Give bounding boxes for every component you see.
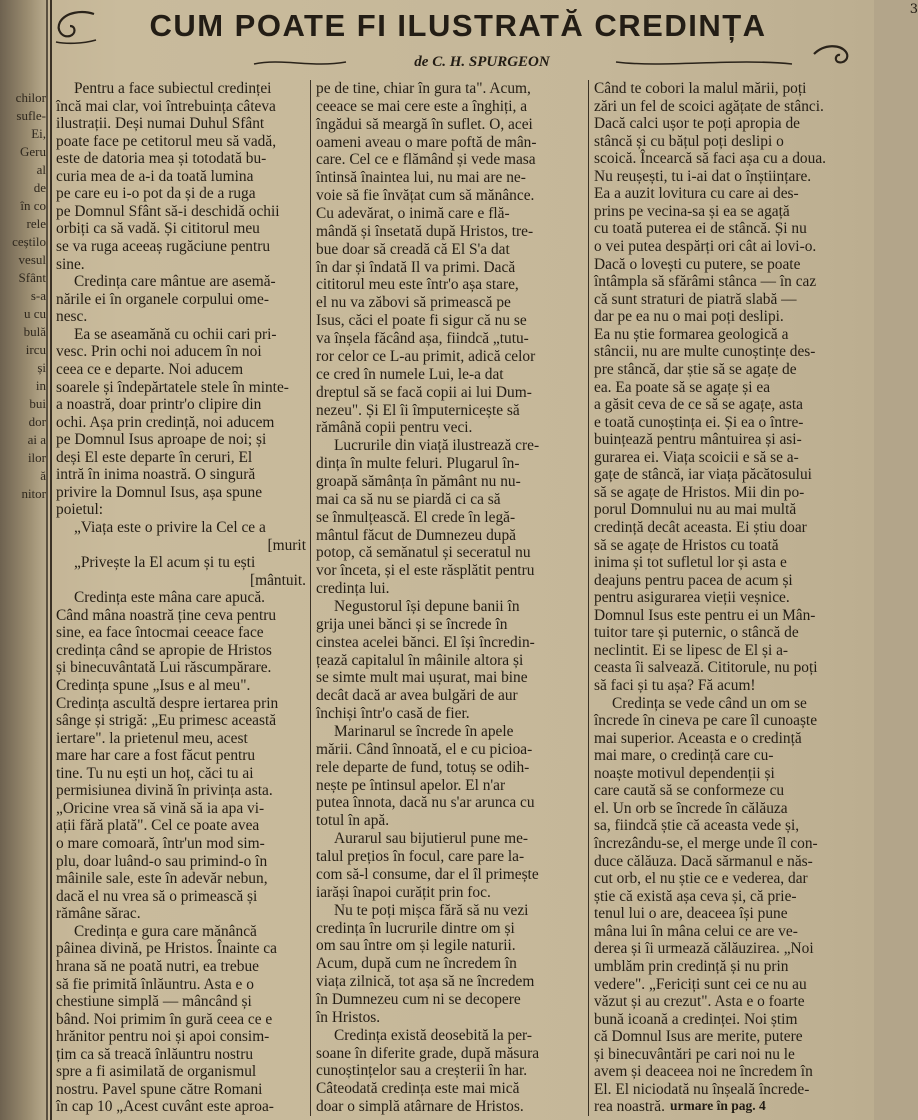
text-line: să se agațe de Hristos. Mii din po- (594, 483, 805, 501)
continuation-note: urmare în pag. 4 (670, 1098, 766, 1113)
text-line: Când te cobori la malul mării, poți (594, 80, 807, 97)
text-line: curia mea de a-i da toată lumina (56, 167, 254, 185)
text-line: mai mare, o credință care cu- (594, 747, 774, 765)
text-line: și binecuvântări pe cari noi nu le (594, 1045, 795, 1063)
text-line: noaște motivul dependenții și (594, 764, 775, 782)
text-line: să faci și tu așa? Fă acum! (594, 677, 756, 695)
text-line: plu, doar luând-o sau primind-o în (56, 852, 268, 870)
margin-fragment-line: vesul (18, 252, 46, 267)
text-line: Acum, după cum ne încredem în (316, 955, 517, 973)
text-line: stâncii, nu are multe cunoștințe des- (594, 343, 816, 361)
text-line: nările ei în organele corpului ome- (56, 290, 269, 308)
margin-fragment-line: și (37, 360, 46, 375)
text-line: o vei putea despărți ori cât ai lovi-o. (594, 238, 817, 256)
text-line: ror celor ce L-au primit, adică celor (316, 347, 536, 365)
text-line: Dacă calci ușor te poți apropia de (594, 115, 800, 133)
margin-fragment-line: chilor (15, 90, 46, 105)
text-line: Marinarul se încrede în apele (334, 723, 514, 741)
text-line: putea înnota, dacă nu s'ar arunca cu (316, 794, 535, 812)
margin-fragment-line: în co (20, 198, 46, 213)
margin-fragment-line: bulă (23, 324, 46, 339)
text-line: să se agațe de Hristos cu toată (594, 536, 779, 554)
text-line: închiși într'o casă de fier. (316, 705, 470, 723)
text-line: credința când se apropie de Hristos (56, 641, 272, 659)
text-line: deajuns pentru pacea de acum și (594, 571, 793, 589)
text-line: sine. (56, 255, 85, 273)
text-line: îngădui să meargă în suflet. O, acei (316, 115, 533, 133)
text-line: cut orb, el nu știe ce e vederea, dar (594, 870, 808, 888)
right-flourish-ornament (812, 40, 852, 70)
text-line: privire la Domnul Isus, așa spune (56, 483, 263, 501)
text-line: Lucrurile din viață ilustrează cre- (334, 437, 540, 455)
text-line: Aurarul sau bijutierul pune me- (334, 830, 529, 848)
text-line: a găsit ceva de ce să se agațe, asta (594, 396, 803, 414)
text-line: e toată cunoștința ei. Și ea o între- (594, 413, 804, 431)
text-line: mai superior. Aceasta e o credință (594, 729, 802, 747)
text-line: totul în apă. (316, 812, 390, 830)
text-line: vor înceta, și el este răsplătit pentru (316, 562, 535, 580)
text-line: iarăși înapoi curățit prin foc. (316, 883, 491, 901)
text-line: sa, fiindcă știe că aceasta vede și, (594, 817, 800, 835)
text-line: ce cred în numele Lui, le-a dat (316, 365, 504, 383)
text-line: care. Cel ce e flămând și vede masa (316, 151, 536, 169)
text-line: nezeu". Și El îi împuternicește să (316, 401, 520, 419)
text-line: viața zilnică, tot așa să ne încredem (316, 973, 535, 991)
text-line: vedere". „Fericiți sunt cei ce nu au (594, 975, 807, 993)
text-line: Câteodată credința este mai mică (316, 1080, 520, 1098)
text-line: poate face pe cetitorul meu să vadă, (56, 132, 277, 150)
text-line: iertare". la prietenul meu, acest (56, 729, 248, 747)
text-line: se simte mult mai ușurat, mai bine (316, 669, 528, 687)
margin-fragment-line: ă (40, 468, 46, 483)
text-line: porul Domnului nu au mai multă (594, 501, 797, 519)
text-line: com să-l consume, dar el îl primește (316, 865, 539, 883)
text-line: scoică. Încearcă să faci așa cu a doua. (594, 150, 826, 168)
text-line: că Domnul Isus are merite, putere (594, 1028, 803, 1046)
text-line: stâncă și cu bățul poți deslipi o (594, 132, 784, 150)
text-line: el. Un orb se încrede în călăuza (594, 799, 788, 817)
text-line: ceea ce e departe. Noi aducem (56, 360, 244, 378)
text-line: spre a fi asimilată de organismul (56, 1063, 257, 1081)
text-line: că sunt straturi de piatră slabă — (594, 290, 797, 308)
text-line: pâinea divină, pe Hristos. Înainte ca (56, 940, 277, 958)
margin-fragment-line: ilor (27, 450, 46, 465)
text-line: Nu reușești, tu i-ai dat o înștiințare. (594, 167, 812, 185)
text-line: a noastră, doar printr'o clipire din (56, 396, 262, 414)
text-line: tenul lui o are, deaceea își pune (594, 905, 788, 923)
text-line: voie să fie învățat cum să mănânce. (316, 187, 535, 205)
text-line: „Viața este o privire la Cel ce a (74, 518, 266, 536)
text-line: rămâne sărac. (56, 905, 141, 923)
text-line: Credința există deosebită la per- (334, 1026, 532, 1044)
text-line: țează capitalul în mâinile altora și (316, 651, 524, 669)
text-line: întâmpla să sfărâmi stânca — în caz (594, 273, 817, 291)
text-line: decât dacă ar avea bulgări de aur (316, 687, 518, 705)
text-line: mândă și însetată după Hristos, tre- (316, 222, 534, 240)
text-line: zări un fel de scoici agățate de stânci. (594, 97, 824, 115)
text-line: „Privește la El acum și tu ești (74, 554, 256, 572)
text-line: duce călăuza. Dacă sărmanul e năs- (594, 852, 813, 870)
text-line: Credința se vede când un om se (612, 694, 807, 712)
text-line: dința în multe feluri. Plugarul în- (316, 455, 520, 473)
text-line: pe Domnul Sfânt să-i deschidă ochii (56, 202, 280, 220)
previous-page-edge (0, 0, 48, 1120)
text-line: Credința spune „Isus e al meu". (56, 677, 251, 695)
text-line: avem și deaceea noi ne încredem în (594, 1063, 813, 1081)
margin-fragment-line: sufle- (16, 108, 46, 123)
text-line: Pentru a face subiectul credinței (74, 80, 272, 97)
text-line: mare har care a fost făcut pentru (56, 747, 256, 765)
text-line: Credința ascultă despre iertarea prin (56, 694, 279, 712)
text-line: mâinile sale, este în adevăr nebun, (56, 870, 268, 888)
margin-fragment-line: al (36, 162, 46, 177)
text-line: se înmulțească. El crede în legă- (316, 508, 516, 526)
column-rule-1 (310, 80, 311, 1116)
text-line: poietul: (56, 501, 104, 519)
text-line: în Hristos. (316, 1008, 381, 1026)
text-line: potop, că semănatul și seceratul nu (316, 544, 531, 562)
text-line: gurarea ei. Viața scoicii e să se a- (594, 448, 799, 466)
text-line: și binecuvântată Lui răscumpărare. (56, 659, 272, 677)
text-line: pe care eu i-o pot da și de a ruga (56, 185, 256, 203)
text-line: cititorul meu este într'o așa stare, (316, 276, 519, 294)
text-line: încă mai clar, voi întrebuința câteva (56, 97, 276, 115)
text-line: văzut și au crezut". Asta e o foarte (594, 993, 805, 1011)
text-line: oameni aveau o mare poftă de mân- (316, 133, 537, 151)
text-line: hrana să ne poată nutri, ea trebue (56, 957, 259, 975)
text-line: talul prețios în focul, care pare la- (316, 848, 525, 866)
text-line: este de datoria mea și totodată bu- (56, 150, 267, 168)
text-line: întinsă înaintea lui, nu mai are ne- (316, 169, 526, 187)
margin-fragment-line: s-a (30, 288, 46, 303)
text-column-2 (316, 80, 584, 1120)
text-line: bând. Noi primim în gură ceea ce e (56, 1010, 273, 1028)
text-column-3 (594, 80, 868, 1120)
text-line: gațe de stâncă, iar viața păcătosului (594, 466, 812, 484)
text-line: Cu adevărat, o inimă care e flă- (316, 205, 510, 223)
text-line: groapă sămânța în pământ nu nu- (316, 472, 521, 490)
text-line: nesc. (56, 308, 88, 326)
text-line: orbiți ca să vadă. Și cititorul meu (56, 220, 260, 238)
text-line: mâna lui în mâna celui ce are ve- (594, 922, 798, 940)
text-line: Domnul Isus este pentru ei un Mân- (594, 606, 816, 624)
left-flourish-ornament (52, 8, 98, 48)
text-line: Ea se aseamănă cu ochii cari pri- (74, 325, 277, 343)
text-line: umblăm prin credință și nu prin (594, 957, 789, 975)
text-line: ea. Ea poate să se agațe și ea (594, 378, 771, 396)
text-line: ceeace se mai cere este a înghiți, a (316, 97, 528, 115)
text-line: ochi. Așa prin credință, noi aducem (56, 413, 275, 431)
text-line: mai ca să nu se piardă ci ca să (316, 490, 501, 508)
text-line: doar o simplă atârnare de Hristos. (316, 1098, 524, 1116)
margin-fragment-line: ceștilo (12, 234, 46, 249)
text-line: sine, ea face întocmai ceeace face (56, 624, 264, 642)
text-line: cinstea acelei bănci. El își încredin- (316, 633, 535, 651)
text-line: pe Domnul Isus aproape de noi; și (56, 431, 267, 449)
text-line: pe de tine, chiar în gura ta". Acum, (316, 80, 531, 97)
text-line: Nu te poți mișca fără să nu vezi (334, 901, 529, 919)
text-line: ații fără plată". Cel ce poate avea (56, 817, 260, 835)
text-line: dar pe ea nu o mai poți deslipi. (594, 308, 784, 326)
text-line: Ea nu știe formarea geologică a (594, 325, 789, 343)
text-line: mării. Când înnoată, el e cu picioa- (316, 740, 533, 758)
text-line: mântul făcut de Dumnezeu după (316, 526, 517, 544)
text-line: pentru asigurarea vieții veșnice. (594, 589, 790, 607)
text-line: permisiunea divină în privința asta. (56, 782, 273, 800)
text-line: tuitor tare și puternic, o stâncă de (594, 624, 799, 642)
text-line: Când mâna noastră ține ceva pentru (56, 606, 277, 624)
text-line: dacă el nu vrea să o primească și (56, 887, 258, 905)
text-line: credința în lucrurile dintre om și (316, 919, 515, 937)
text-line: Credința care mântue are asemă- (74, 273, 276, 291)
text-line: vesc. Prin ochi noi aducem în noi (56, 343, 262, 361)
text-line: „Oricine vrea să vină să ia apa vi- (56, 799, 265, 817)
margin-fragment-line: nitor (21, 486, 46, 501)
text-line: hrănitor pentru noi și apoi consim- (56, 1028, 270, 1046)
text-line: nește pe întinsul apelor. El n'ar (316, 776, 506, 794)
text-line: el nu va zăbovi să primească pe (316, 294, 511, 312)
margin-fragment-line: ircu (25, 342, 46, 357)
text-line: cunoștințelor sau a creșterii în har. (316, 1062, 528, 1080)
page-number: 3 (909, 2, 918, 17)
byline-flourish-left (252, 56, 348, 70)
text-line: dreptul să se facă copii ai lui Dum- (316, 383, 532, 401)
text-line: prins pe vecina-sa și ea se agață (594, 202, 790, 220)
margin-fragment-line: Sfânt (18, 270, 46, 285)
text-line: va înșela făcând așa, fiindcă „tutu- (316, 330, 529, 348)
text-line: cu toată puterea ei de stâncă. Și nu (594, 220, 807, 238)
text-line: [mântuit. (250, 571, 306, 589)
margin-fragment-line: u cu (23, 306, 46, 321)
byline-flourish-right (614, 56, 794, 70)
text-line: Negustorul își depune banii în (334, 598, 520, 615)
text-line: rea noastră. (594, 1098, 665, 1116)
text-line: știe că există așa ceva și, că prie- (594, 887, 797, 905)
text-line: buințează pentru mântuirea și asi- (594, 431, 802, 449)
text-line: om sau între om și legile naturii. (316, 937, 516, 955)
margin-fragment-line: ai a (27, 432, 46, 447)
text-line: rămână copii pentru veci. (316, 419, 473, 437)
text-line: în Dumnezeu cum ni se decopere (316, 990, 521, 1008)
text-line: bue doar să creadă că El S'a dat (316, 240, 510, 258)
text-line: inima și tot sufletul lor și asta e (594, 554, 787, 572)
text-line: credință decât aceasta. Ei știu doar (594, 518, 807, 536)
text-line: El. El niciodată nu înșeală încrede- (594, 1080, 810, 1098)
margin-fragment-line: bui (29, 396, 46, 411)
text-line: ilustrații. Deși numai Duhul Sfânt (56, 115, 265, 133)
text-line: intră în inima noastră. O singură (56, 466, 256, 484)
text-line: să fie primită înlăuntru. Asta e o (56, 975, 254, 993)
text-line: nostru. Pavel spune către Romani (56, 1080, 263, 1098)
text-line: în cap 10 „Acest cuvânt este aproa- (56, 1098, 274, 1116)
margin-fragment-line: rele (26, 216, 46, 231)
text-line: soarele și îndepărtatele stele în minte- (56, 378, 289, 396)
text-line: deși El este departe în ceruri, El (56, 448, 253, 466)
text-line: în dar și îndată Il va primi. Dacă (316, 258, 516, 276)
text-line: derea și îi urmează călăuzirea. „Noi (594, 940, 814, 958)
text-line: grija unei bănci și se încrede în (316, 615, 508, 633)
text-line: Credința este mâna care apucă. (74, 589, 265, 607)
text-line: Isus, căci el poate fi sigur că nu se (316, 312, 527, 330)
text-line: sânge și strigă: „Eu primesc această (56, 712, 277, 730)
text-line: care caută să se conformeze cu (594, 782, 785, 800)
text-line: Dacă o lovești cu putere, se poate (594, 255, 801, 273)
margin-fragment-line: dor (28, 414, 46, 429)
text-line: o mare comoară, într'un mod sim- (56, 835, 265, 853)
text-line: credința lui. (316, 580, 390, 598)
text-line: ceasta îi salvează. Cititorule, nu poți (594, 659, 818, 677)
text-line: încrede în cineva pe care îl cunoaște (594, 712, 818, 730)
text-line: chestiune simplă — mâncând și (56, 993, 252, 1011)
column-rule-2 (588, 80, 589, 1116)
text-line: rele departe de fund, totuș se odih- (316, 758, 530, 776)
article-header (52, 2, 918, 72)
text-line: Ea a auzit lovitura cu care ai des- (594, 185, 799, 203)
text-column-1 (56, 80, 306, 1120)
text-line: tine. Tu nu ești un hoț, căci tu ai (56, 764, 254, 782)
text-line: Credința e gura care mănâncă (74, 922, 257, 940)
text-line: soane în diferite grade, după măsura (316, 1044, 540, 1062)
article-byline: de C. H. SPURGEON (414, 54, 550, 70)
text-line: neclintit. Ei se lipesc de El și a- (594, 641, 789, 659)
margin-fragment-line: Geru (20, 144, 46, 159)
margin-fragment-line: in (35, 378, 46, 393)
text-line: se va ruga aceeaș rugăciune pentru (56, 238, 271, 256)
text-line: încrezându-se, el merge unde îl con- (594, 835, 818, 853)
text-line: pre stâncă, dar știe să se agațe de (594, 360, 797, 378)
text-line: [murit (267, 536, 306, 554)
left-border-rule (50, 0, 52, 1120)
text-line: bună icoană a credinței. Noi știm (594, 1010, 798, 1028)
text-line: țim ca să treacă înlăuntru nostru (56, 1045, 254, 1063)
margin-fragment-line: Ei, (31, 126, 46, 141)
margin-fragment-line: de (33, 180, 46, 195)
article-title: CUM POATE FI ILUSTRATĂ CREDINȚA (149, 8, 767, 43)
